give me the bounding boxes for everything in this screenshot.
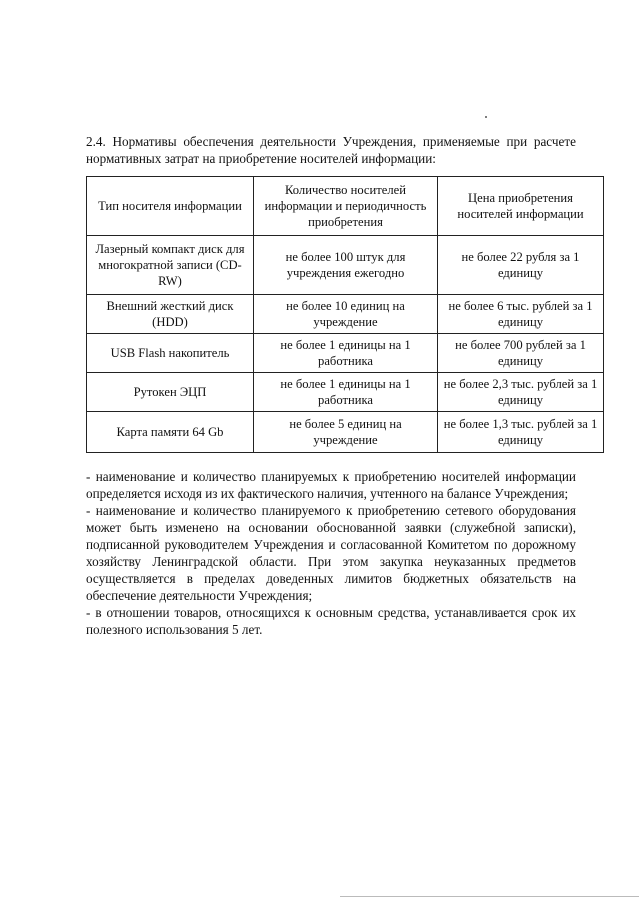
cell-price: не более 2,3 тыс. рублей за 1 единицу [438, 373, 604, 412]
header-quantity-periodicity: Количество носителей информации и периодичность приобретения [254, 177, 438, 236]
cell-price: не более 6 тыс. рублей за 1 единицу [438, 295, 604, 334]
storage-media-norms-table [86, 176, 604, 453]
table-header-row [87, 177, 604, 236]
table-row [87, 334, 604, 373]
cell-quantity: не более 5 единиц на учреждение [254, 412, 438, 453]
table-row [87, 412, 604, 453]
cell-media-type: Лазерный компакт диск для многократной записи (CD-RW) [87, 236, 254, 295]
cell-media-type: Рутокен ЭЦП [87, 373, 254, 412]
cell-quantity: не более 1 единицы на 1 работника [254, 334, 438, 373]
cell-price: не более 1,3 тыс. рублей за 1 единицу [438, 412, 604, 453]
note-paragraph: - наименование и количество планируемых к приобретению носителей информации определяется исходя из их фактического наличия, учтенного на балансе Учреждения; [86, 469, 576, 501]
cell-quantity: не более 10 единиц на учреждение [254, 295, 438, 334]
header-purchase-price: Цена приобретения носителей информации [438, 177, 604, 236]
cell-quantity: не более 1 единицы на 1 работника [254, 373, 438, 412]
cell-media-type: USB Flash накопитель [87, 334, 254, 373]
table-row [87, 295, 604, 334]
cell-quantity: не более 100 штук для учреждения ежегодно [254, 236, 438, 295]
cell-price: не более 700 рублей за 1 единицу [438, 334, 604, 373]
table-row [87, 236, 604, 295]
cell-media-type: Внешний жесткий диск (HDD) [87, 295, 254, 334]
scan-speck [485, 116, 487, 118]
cell-media-type: Карта памяти 64 Gb [87, 412, 254, 453]
section-heading: 2.4. Нормативы обеспечения деятельности Учреждения, применяемые при расчете нормативных затрат на приобретение носителей информации: [86, 134, 576, 166]
note-paragraph: - в отношении товаров, относящихся к основным средства, устанавливается срок их полезного использования 5 лет. [86, 605, 576, 637]
cell-price: не более 22 рубля за 1 единицу [438, 236, 604, 295]
note-paragraph: - наименование и количество планируемого к приобретению сетевого оборудования может быть изменено на основании обоснованной заявки (служебной записки), подписанной руководителем Учреждения и согласованной Комитетом по дорожному хозяйству Ленинградской области. При этом закупка неуказанных предметов осуществляется в пределах доведенных лимитов бюджетных обязательств на обеспечение деятельности Учреждения; [86, 503, 576, 603]
scan-edge-line [340, 896, 639, 897]
header-media-type: Тип носителя информации [87, 177, 254, 236]
table-row [87, 373, 604, 412]
notes-block [86, 468, 576, 638]
